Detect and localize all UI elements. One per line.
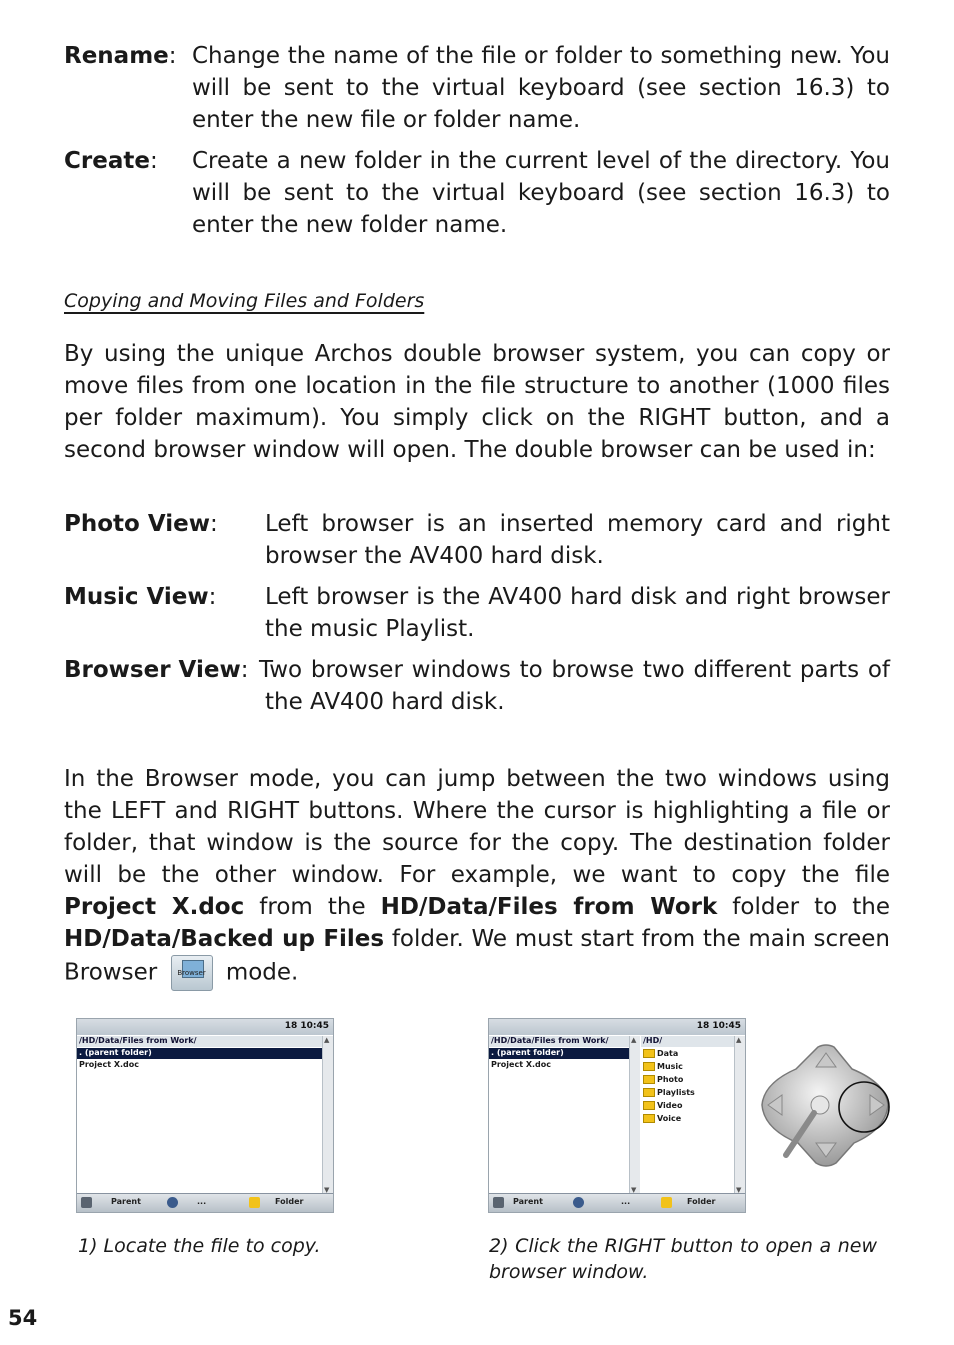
list-item[interactable]: Photo [641,1075,683,1086]
desc-create: Create a new folder in the current level of the directory. You will be sent to the virtual keyboard (see section 16.3) to enter the new folder name. [192,148,890,238]
browser-path: /HD/Data/Files from Work/ [77,1036,322,1047]
folder-icon [643,1049,655,1058]
folder-icon [643,1101,655,1110]
page-number: 54 [8,1306,38,1330]
definition-music-view: Music View: Left browser is the AV400 hard disk and right browser the music Playlist. [64,581,890,645]
list-item[interactable]: . (parent folder) [489,1048,629,1059]
caption-2: 2) Click the RIGHT button to open a new browser window. [489,1235,877,1283]
scrollbar[interactable] [322,1036,333,1194]
bottom-toolbar [489,1193,745,1212]
scrollbar-right[interactable] [734,1036,745,1194]
term-music-view: Music View [64,584,209,610]
parent-button[interactable]: Parent [111,1197,141,1206]
definition-rename: Rename: Change the name of the file or folder to something new. You will be sent to the virtual keyboard (see section 16.3) to enter the new file or folder name. [64,40,890,136]
desc-music-view: Left browser is the AV400 hard disk and right browser the music Playlist. [265,584,890,642]
browser-mode-paragraph: In the Browser mode, you can jump between the two windows using the LEFT and RIGHT buttons. Where the cursor is highlighting a file or folder, that window is the source for the copy. The destination folder will be the other window. For example, we want to copy the file Project X.doc from the HD/Data/Files from Work folder to the HD/Data/Backed up Files folder. We must start from the main screen Browser Browser mode. [64,763,890,991]
parent-icon [493,1197,504,1208]
folder-icon [643,1114,655,1123]
dpad-right-button-illustration [756,1043,896,1168]
list-item[interactable]: Music [641,1062,683,1073]
folder-icon [643,1088,655,1097]
browser-path-right: /HD/ [641,1036,734,1047]
menu-dots[interactable]: ... [197,1197,207,1206]
list-item[interactable]: . (parent folder) [77,1048,322,1059]
folder-icon [643,1075,655,1084]
intro-paragraph: By using the unique Archos double browser system, you can copy or move files from one location in the file structure to another (1000 files per folder maximum). You simply click on the RIGHT button, and a second browser window will open. The double browser can be used in: [64,341,890,463]
source-folder: HD/Data/Files from Work [380,894,718,920]
minus-icon [167,1197,178,1208]
definition-create: Create: Create a new folder in the current level of the directory. You will be sent to the virtual keyboard (see section 16.3) to enter the new folder name. [64,145,890,241]
destination-folder: HD/Data/Backed up Files [64,926,385,952]
screenshot-browser-single [76,1018,334,1213]
status-battery-time: 18 10:45 [696,1021,741,1031]
definition-photo-view: Photo View: Left browser is an inserted memory card and right browser the AV400 hard disk. [64,508,890,572]
scrollbar-left[interactable] [629,1036,640,1194]
parent-button[interactable]: Parent [513,1197,543,1206]
list-item[interactable]: Project X.doc [491,1060,551,1069]
desc-photo-view: Left browser is an inserted memory card and right browser the AV400 hard disk. [265,511,890,569]
caption-1: 1) Locate the file to copy. [78,1235,321,1257]
menu-dots[interactable]: ... [621,1197,631,1206]
screenshot-browser-double [488,1018,746,1213]
folder-icon [249,1197,260,1208]
parent-icon [81,1197,92,1208]
desc-rename: Change the name of the file or folder to something new. You will be sent to the virtual keyboard (see section 16.3) to enter the new file or folder name. [192,43,890,133]
section-heading: Copying and Moving Files and Folders [64,290,425,312]
browser-path-left: /HD/Data/Files from Work/ [489,1036,629,1047]
list-item[interactable]: Playlists [641,1088,695,1099]
status-battery-time: 18 10:45 [284,1021,329,1031]
file-name: Project X.doc [64,894,245,920]
folder-button[interactable]: Folder [687,1197,716,1206]
bottom-toolbar [77,1193,333,1212]
definition-browser-view: Browser View: Two browser windows to browse two different parts of the AV400 hard disk. [64,654,890,718]
folder-icon [643,1062,655,1071]
term-photo-view: Photo View [64,511,210,537]
term-create: Create [64,148,150,174]
desc-browser-view: Two browser windows to browse two different parts of the AV400 hard disk. [259,657,890,715]
list-item[interactable]: Voice [641,1114,681,1125]
folder-icon [661,1197,672,1208]
folder-button[interactable]: Folder [275,1197,304,1206]
list-item[interactable]: Video [641,1101,682,1112]
list-item[interactable]: Data [641,1049,678,1060]
list-item[interactable]: Project X.doc [79,1060,139,1069]
browser-mode-icon: Browser [171,955,213,991]
term-rename: Rename [64,43,169,69]
term-browser-view: Browser View [64,657,241,683]
minus-icon [573,1197,584,1208]
